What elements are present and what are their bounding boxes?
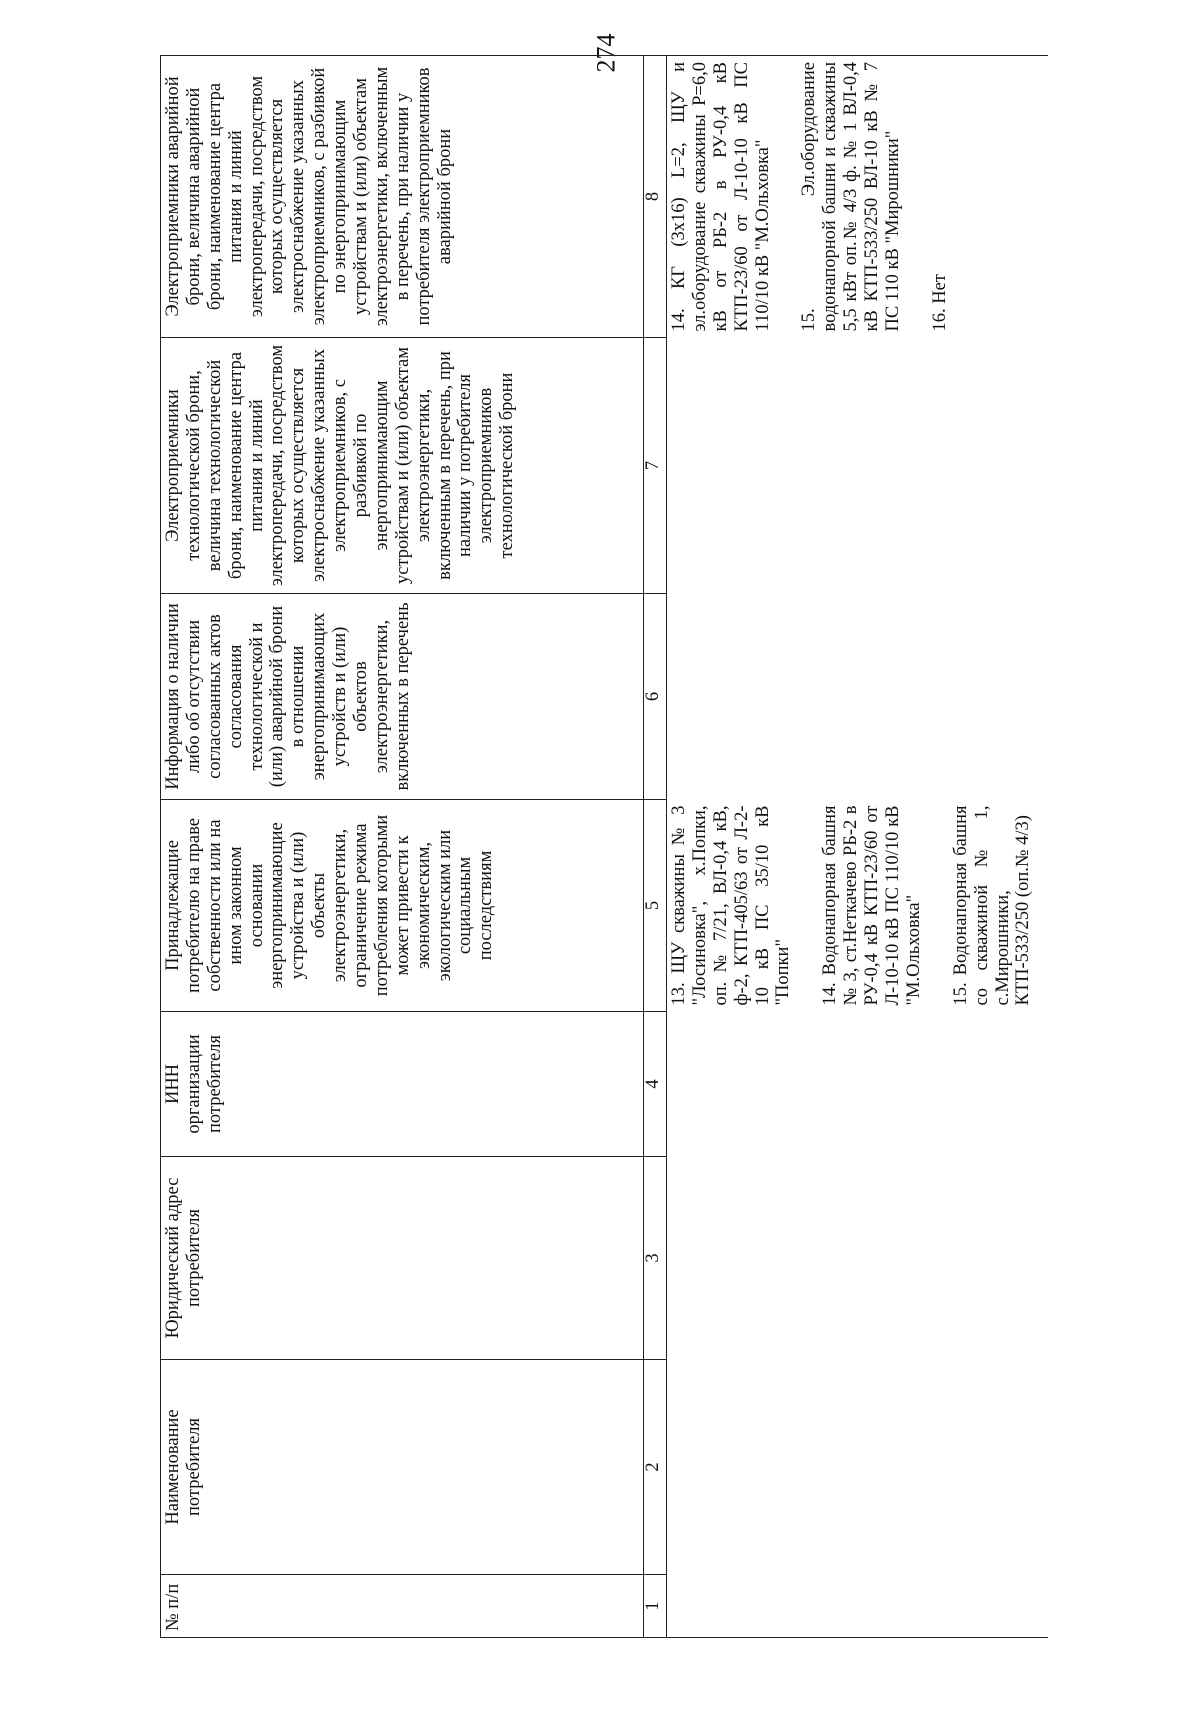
cell-reservation-acts	[667, 594, 1049, 800]
column-number: 5	[644, 800, 667, 1012]
cell-inn	[667, 1012, 1049, 1157]
column-number: 7	[644, 338, 667, 594]
list-item: 16. Нет	[929, 274, 950, 332]
column-number: 8	[644, 56, 667, 338]
header-inn: ИНН организации потребителя	[161, 1012, 644, 1157]
header-owned-devices: Принадлежащие потребителю на праве собственности или на ином законном основании энергопринимающие устройства и (или) объекты электроэнергетики, ограничение режима потребления которыми может привести к экономическим, экологическим или социальным последствиям	[161, 800, 644, 1012]
list-item: 15. Водонапорная башня со скважиной № 1, с.Мирошники, КТП-533/250 (оп.№ 4/3)	[950, 805, 1034, 1006]
header-consumer-name: Наименование потребителя	[161, 1360, 644, 1575]
table-row	[667, 56, 1049, 1638]
cell-consumer-name	[667, 1360, 1049, 1575]
header-reservation-acts: Информация о наличии либо об отсутствии согласованных актов согласования технологической и (или) аварийной брони в отношении энергопринимающих устройств и (или) объектов электроэнергетики, включенных в перечень	[161, 594, 644, 800]
column-number: 4	[644, 1012, 667, 1157]
column-number: 6	[644, 594, 667, 800]
consumer-table	[160, 56, 1048, 1638]
column-number: 1	[644, 1575, 667, 1638]
column-number-row	[644, 56, 667, 1638]
column-number: 2	[644, 1360, 667, 1575]
list-item: 13. ЩУ скважины № 3 "Лосиновка", х.Попки, оп. № 7/21, ВЛ-0,4 кВ, ф-2, КТП-405/63 от Л-2-10 кВ ПС 35/10 кВ "Попки"	[669, 805, 794, 1006]
list-item: 14. КГ (3х16) L=2, ЩУ и эл.оборудование скважины Р=6,0 кВ от РБ-2 в РУ-0,4 кВ КТП-23/60 от Л-10-10 кВ ПС 110/10 кВ "М.Ольховка"	[669, 62, 773, 332]
list-item: 14. Водонапорная башня № 3, ст.Неткачево РБ-2 в РУ-0,4 кВ КТП-23/60 от Л-10-10 кВ ПС 110/10 кВ "М.Ольховка"	[820, 805, 924, 1006]
header-row	[161, 56, 644, 1638]
header-number: № п/п	[161, 1575, 644, 1638]
cell-number	[667, 1575, 1049, 1638]
cell-emergency-reserve	[667, 56, 1049, 338]
list-item: 15. Эл.оборудование водонапорной башни и скважины 5,5 кВт оп.№ 4/3 ф. № 1 ВЛ-0,4 кВ КТП-533/250 ВЛ-10 кВ № 7 ПС 110 кВ "Мирошники"	[799, 62, 904, 332]
column-number: 3	[644, 1157, 667, 1360]
header-legal-address: Юридический адрес потребителя	[161, 1157, 644, 1360]
cell-legal-address	[667, 1157, 1049, 1360]
header-technological-reserve: Электроприемники технологической брони, величина технологической брони, наименование центра питания и линий электропередачи, посредством которых осуществляется электроснабжение указанных электроприемников, с разбивкой по энергопринимающим устройствам и (или) объектам электроэнергетики, включенным в перечень, при наличии у потребителя электроприемников технологической брони	[161, 338, 644, 594]
header-emergency-reserve: Электроприемники аварийной брони, величина аварийной брони, наименование центра питания и линий электропередачи, посредством которых осуществляется электроснабжение указанных электроприемников, с разбивкой по энергопринимающим устройствам и (или) объектам электроэнергетики, включенным в перечень, при наличии у потребителя электроприемников аварийной брони	[161, 56, 644, 338]
cell-owned-devices	[667, 800, 1049, 1012]
cell-technological-reserve	[667, 338, 1049, 594]
page-number: 274	[591, 33, 620, 73]
